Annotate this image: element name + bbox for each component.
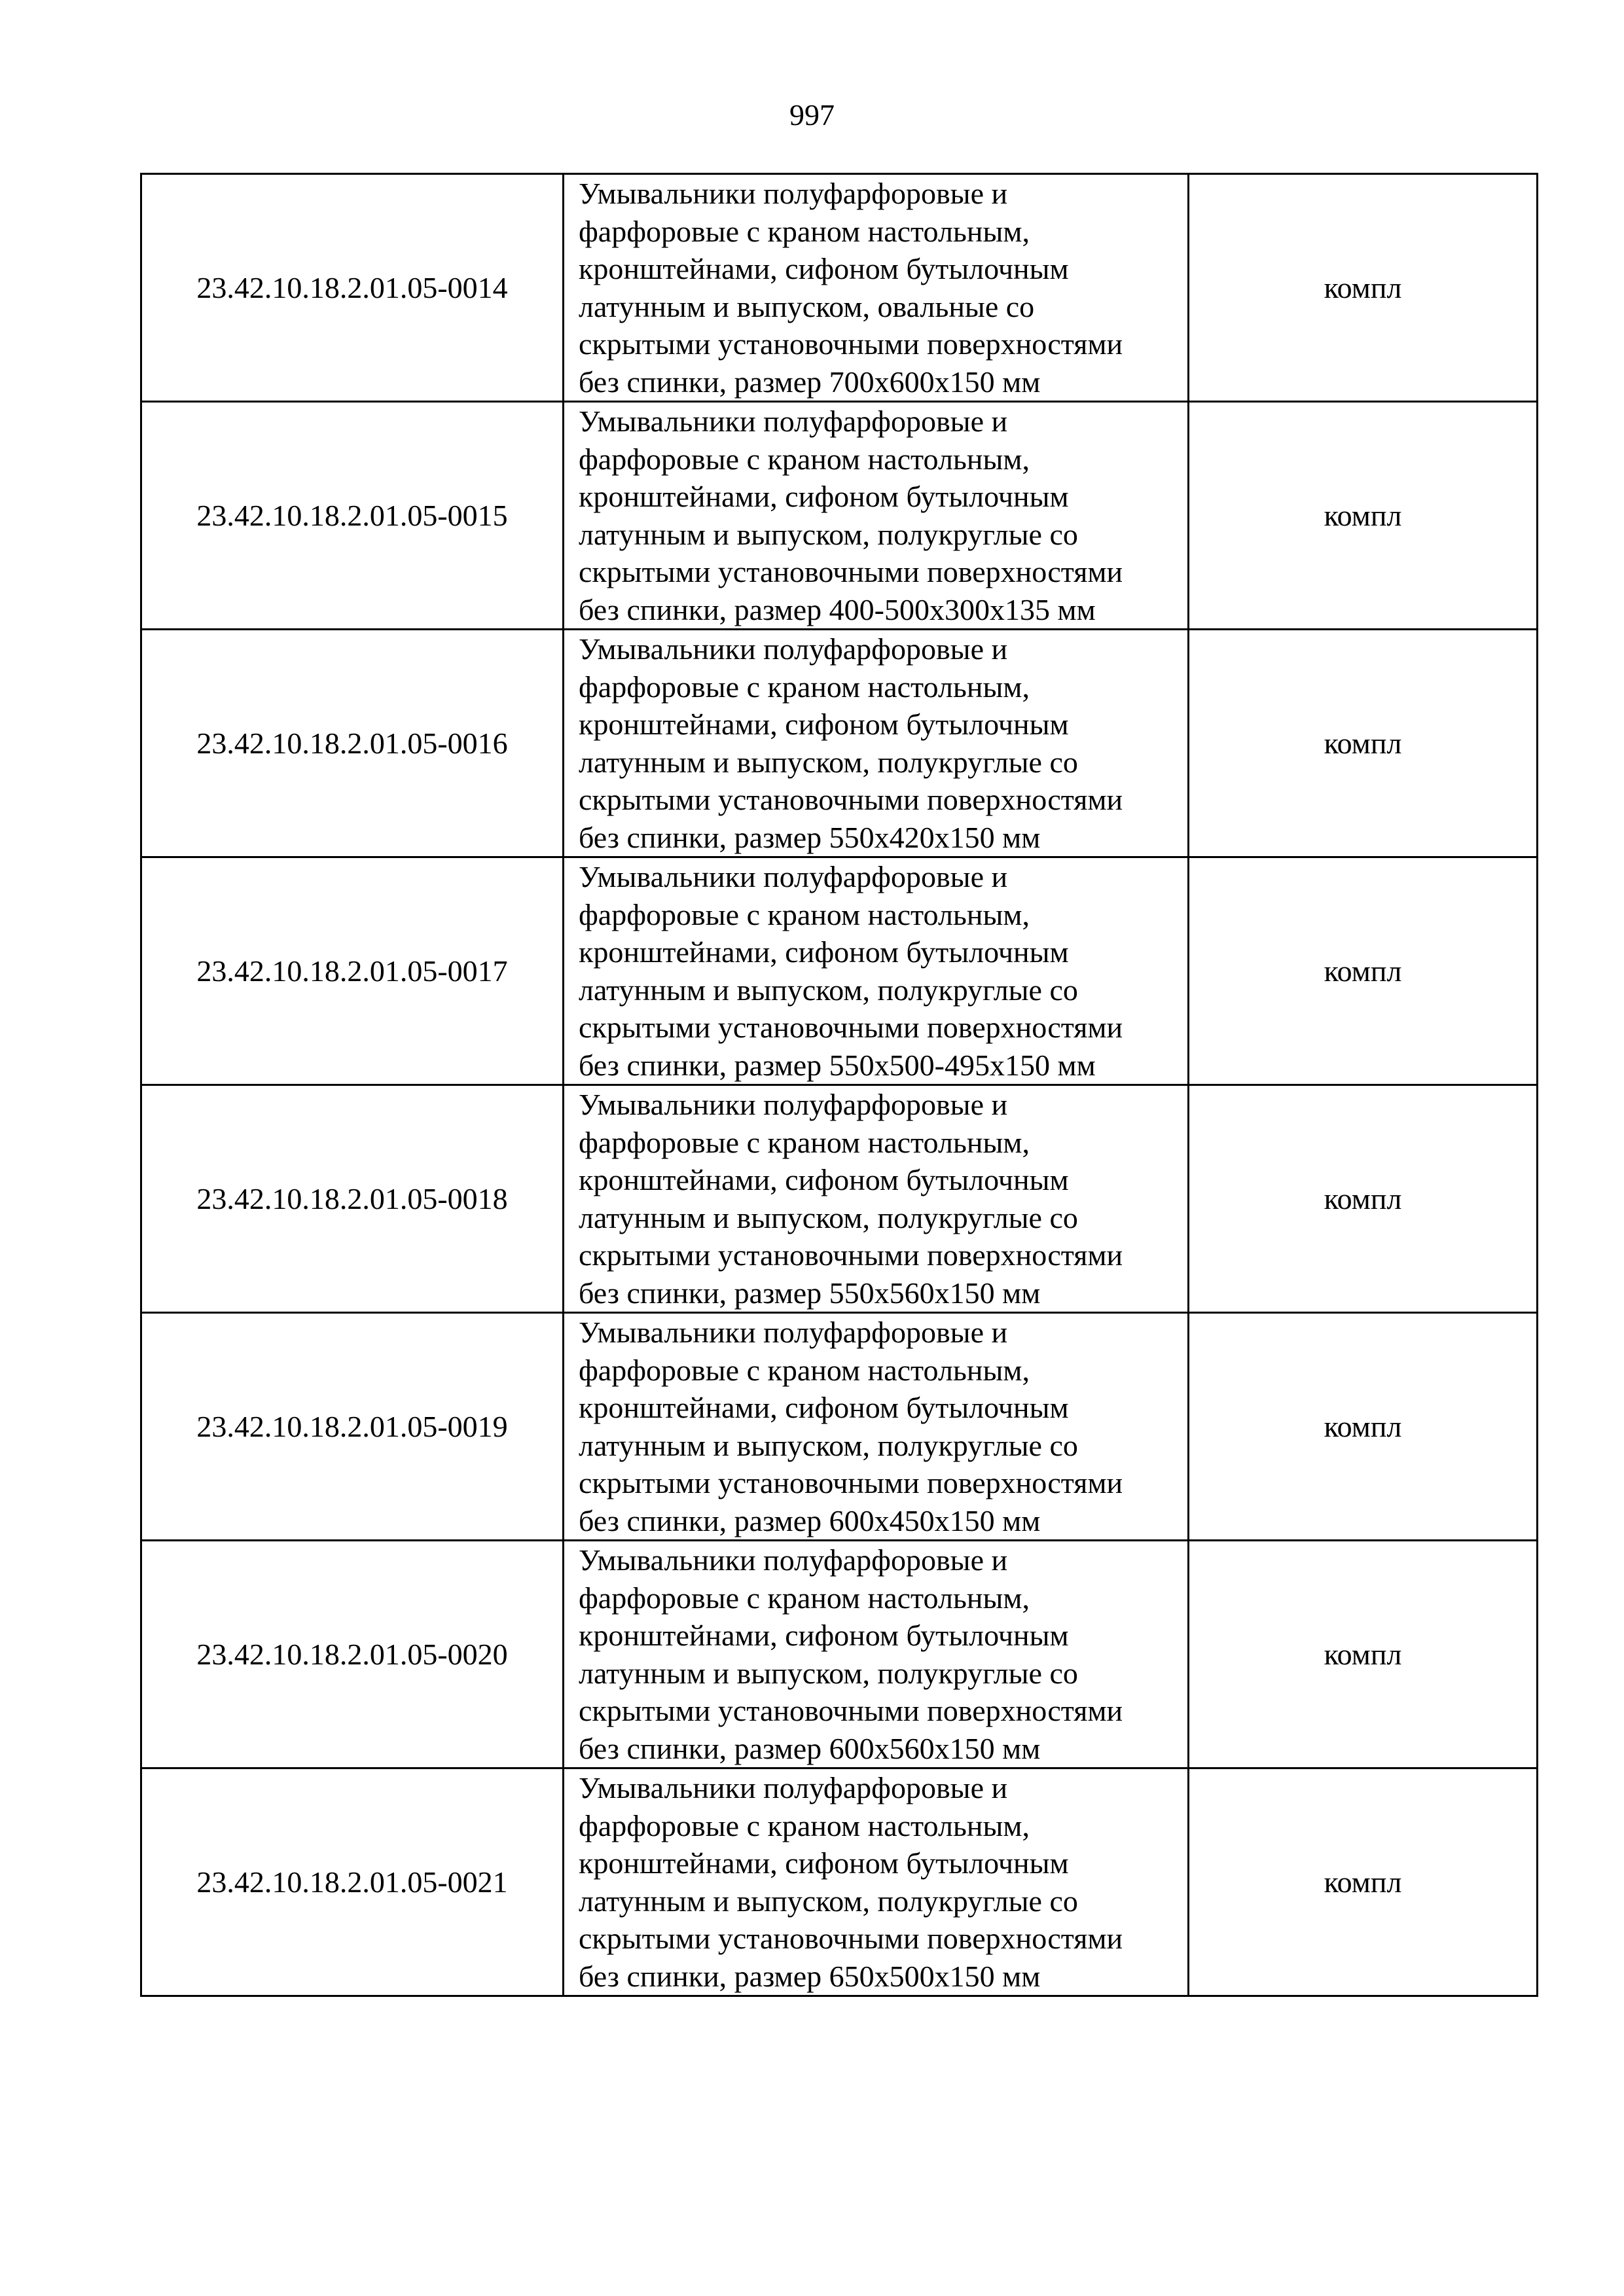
description-line: Умывальники полуфарфоровые и <box>579 1316 1008 1349</box>
description-line: Умывальники полуфарфоровые и <box>579 1088 1008 1121</box>
description-cell <box>564 402 1189 630</box>
description-line: без спинки, размер 550х420х150 мм <box>579 820 1041 854</box>
unit-cell: компл <box>1189 857 1538 1085</box>
description-line: кронштейнами, сифоном бутылочным <box>579 1846 1069 1880</box>
description-cell <box>564 1085 1189 1313</box>
resource-code-cell: 23.42.10.18.2.01.05-0021 <box>141 1768 564 1996</box>
description-cell <box>564 1768 1189 1996</box>
description-line: кронштейнами, сифоном бутылочным <box>579 935 1069 969</box>
catalog-table-body <box>141 174 1538 1996</box>
description-line: Умывальники полуфарфоровые и <box>579 1543 1008 1577</box>
description-cell <box>564 630 1189 857</box>
table-row <box>141 630 1538 857</box>
description-line: скрытыми установочными поверхностями <box>579 1922 1123 1955</box>
resource-code-cell: 23.42.10.18.2.01.05-0017 <box>141 857 564 1085</box>
description-cell <box>564 1541 1189 1768</box>
description-line: фарфоровые с краном настольным, <box>579 670 1030 704</box>
description-line: фарфоровые с краном настольным, <box>579 214 1030 248</box>
description-line: фарфоровые с краном настольным, <box>579 1125 1030 1159</box>
description-line: латунным и выпуском, полукруглые со <box>579 1200 1078 1234</box>
description-line: Умывальники полуфарфоровые и <box>579 1771 1008 1804</box>
unit-cell: компл <box>1189 1085 1538 1313</box>
description-line: Умывальники полуфарфоровые и <box>579 177 1008 210</box>
description-line: латунным и выпуском, полукруглые со <box>579 1884 1078 1918</box>
resource-code-cell: 23.42.10.18.2.01.05-0018 <box>141 1085 564 1313</box>
description-line: латунным и выпуском, овальные со <box>579 289 1035 323</box>
table-row <box>141 1541 1538 1768</box>
resource-code-cell: 23.42.10.18.2.01.05-0014 <box>141 174 564 402</box>
unit-cell: компл <box>1189 1541 1538 1768</box>
table-row <box>141 857 1538 1085</box>
description-line: без спинки, размер 650х500х150 мм <box>579 1959 1041 1993</box>
description-line: скрытыми установочными поверхностями <box>579 1694 1123 1727</box>
description-line: скрытыми установочными поверхностями <box>579 555 1123 588</box>
description-cell <box>564 174 1189 402</box>
table-row <box>141 1085 1538 1313</box>
description-line: кронштейнами, сифоном бутылочным <box>579 480 1069 513</box>
description-line: латунным и выпуском, полукруглые со <box>579 1656 1078 1690</box>
description-line: латунным и выпуском, полукруглые со <box>579 1428 1078 1462</box>
description-line: фарфоровые с краном настольным, <box>579 1581 1030 1615</box>
description-cell <box>564 857 1189 1085</box>
catalog-table <box>140 173 1538 1997</box>
description-line: без спинки, размер 400-500х300х135 мм <box>579 592 1096 626</box>
description-line: Умывальники полуфарфоровые и <box>579 404 1008 438</box>
description-line: скрытыми установочными поверхностями <box>579 783 1123 816</box>
description-line: кронштейнами, сифоном бутылочным <box>579 708 1069 741</box>
description-line: без спинки, размер 550х560х150 мм <box>579 1276 1041 1310</box>
unit-cell: компл <box>1189 1768 1538 1996</box>
unit-cell: компл <box>1189 402 1538 630</box>
unit-cell: компл <box>1189 1313 1538 1541</box>
description-line: скрытыми установочными поверхностями <box>579 1011 1123 1044</box>
description-line: скрытыми установочными поверхностями <box>579 1466 1123 1499</box>
table-row <box>141 1768 1538 1996</box>
description-line: фарфоровые с краном настольным, <box>579 897 1030 931</box>
description-line: латунным и выпуском, полукруглые со <box>579 517 1078 551</box>
table-row <box>141 1313 1538 1541</box>
description-line: Умывальники полуфарфоровые и <box>579 632 1008 666</box>
description-line: без спинки, размер 600х560х150 мм <box>579 1731 1041 1765</box>
description-line: скрытыми установочными поверхностями <box>579 327 1123 361</box>
description-line: кронштейнами, сифоном бутылочным <box>579 1163 1069 1196</box>
description-line: фарфоровые с краном настольным, <box>579 442 1030 476</box>
description-line: латунным и выпуском, полукруглые со <box>579 745 1078 779</box>
description-line: без спинки, размер 600х450х150 мм <box>579 1503 1041 1537</box>
description-cell <box>564 1313 1189 1541</box>
description-line: кронштейнами, сифоном бутылочным <box>579 252 1069 285</box>
table-row <box>141 402 1538 630</box>
resource-code-cell: 23.42.10.18.2.01.05-0015 <box>141 402 564 630</box>
description-line: фарфоровые с краном настольным, <box>579 1808 1030 1842</box>
description-line: Умывальники полуфарфоровые и <box>579 860 1008 893</box>
unit-cell: компл <box>1189 174 1538 402</box>
resource-code-cell: 23.42.10.18.2.01.05-0020 <box>141 1541 564 1768</box>
resource-code-cell: 23.42.10.18.2.01.05-0016 <box>141 630 564 857</box>
description-line: кронштейнами, сифоном бутылочным <box>579 1391 1069 1424</box>
description-line: кронштейнами, сифоном бутылочным <box>579 1619 1069 1652</box>
table-row <box>141 174 1538 402</box>
description-line: скрытыми установочными поверхностями <box>579 1238 1123 1272</box>
description-line: фарфоровые с краном настольным, <box>579 1353 1030 1387</box>
description-line: без спинки, размер 700х600х150 мм <box>579 365 1041 399</box>
description-line: латунным и выпуском, полукруглые со <box>579 973 1078 1007</box>
page-number: 997 <box>789 98 835 132</box>
resource-code-cell: 23.42.10.18.2.01.05-0019 <box>141 1313 564 1541</box>
unit-cell: компл <box>1189 630 1538 857</box>
description-line: без спинки, размер 550х500-495х150 мм <box>579 1048 1096 1082</box>
